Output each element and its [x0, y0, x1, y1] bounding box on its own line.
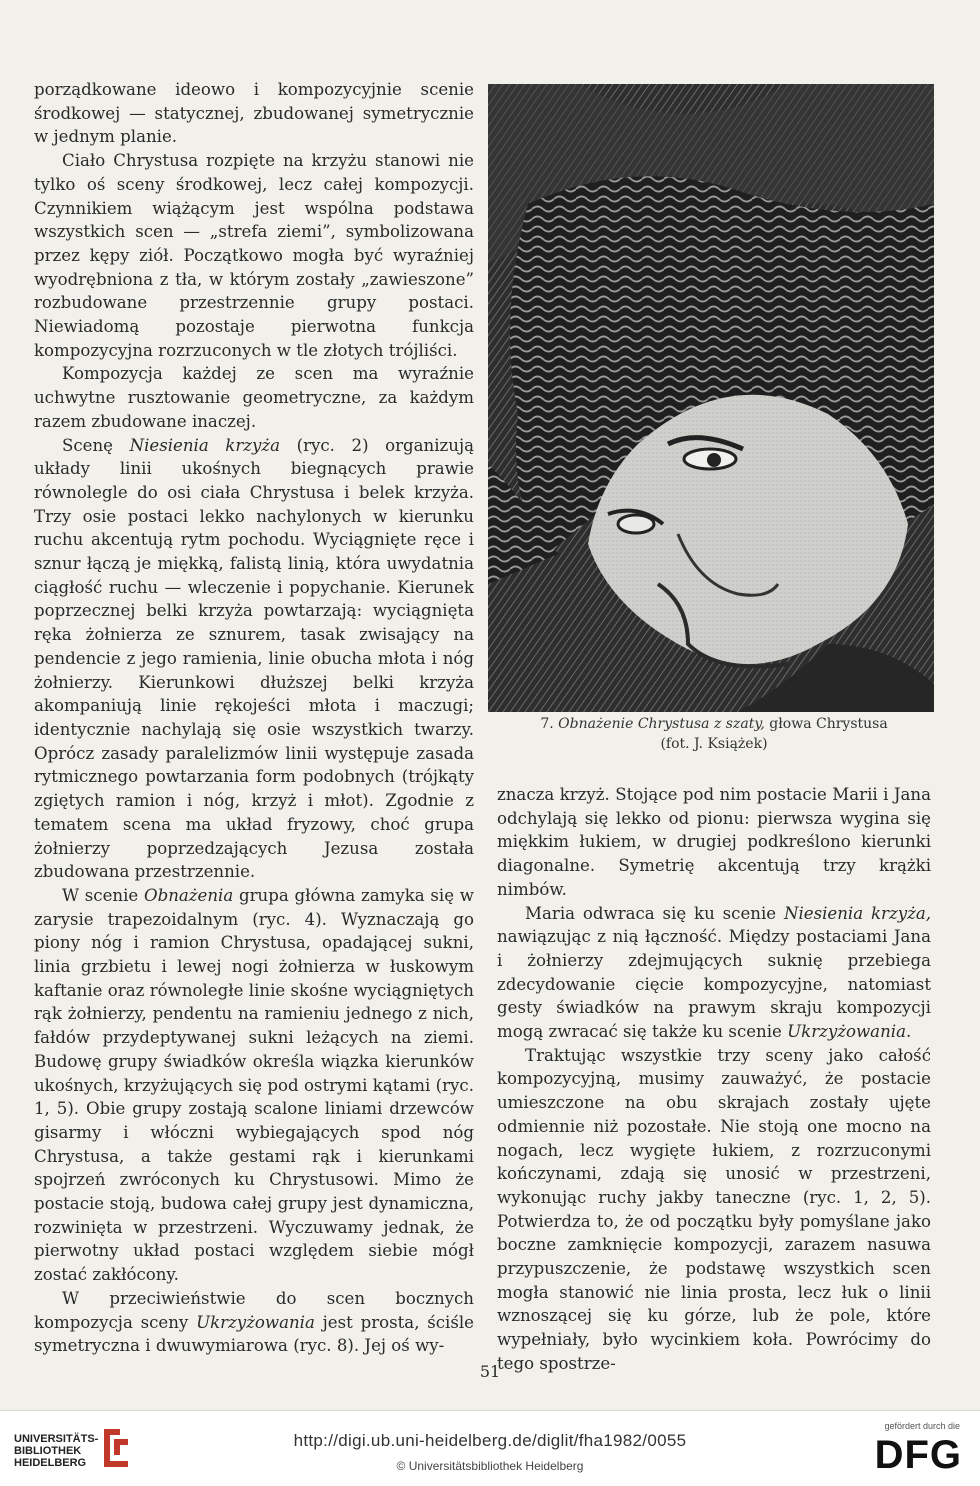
library-logo-text[interactable]: UNIVERSITÄTS- BIBLIOTHEK HEIDELBERG: [14, 1433, 99, 1469]
figure-photo-christ-head: [488, 84, 934, 712]
paragraph: znacza krzyż. Stojące pod nim postacie Marii i Jana odchylają się lekko od pionu: pierwsza wygina się miękkim łukiem, w drugiej podkreślono kierunki diagonalne. Symetrię akcentują trzy krążki nimbów.: [497, 785, 931, 899]
paragraph: Kompozycja każdej ze scen ma wyraźnie uchwytne rusztowanie geometryczne, za każdym razem zbudowane inaczej.: [34, 364, 474, 431]
photo-illustration: [488, 84, 934, 712]
paragraph: Scenę Niesienia krzyża (ryc. 2) organizują układy linii ukośnych biegnących prawie równolegle do osi ciała Chrystusa i belek krzyża. Trzy osie postaci lekko nachylonych w kierunku ruchu akcentują rytm pochodu. Wyciągnięte ręce i sznur łączą je miękką, falistą linią, która uwydatnia ciągłość ruchu — wleczenie i popychanie. Kierunek poprzecznej belki krzyża powtarzają: wyciągnięta ręka żołnierza ze sznurem, tasak zwisający na pendencie z jego ramienia, linie obucha młota i nóg żołnierzy. Kierunkowi dłuższej belki krzyża akompaniują linie rękojeści młota i maczugi; identycznie nachylają się osie wszystkich twarzy. Oprócz zasady paralelizmów linii występuje zasada rytmicznego powtarzania form podobnych (trójkąty zgiętych ramion i nóg, krzyż i młot). Zgodnie z tematem scena ma układ fryzowy, choć grupa żołnierzy poprzedzających Jezusa została zbudowana przestrzennie.: [34, 435, 475, 882]
caption-title: 7. Obnażenie Chrystusa z szaty, głowa Chrystusa: [540, 716, 888, 732]
paragraph: W scenie Obnażenia grupa główna zamyka się w zarysie trapezoidalnym (ryc. 4). Wyznaczają go piony nóg i ramion Chrystusa, opadającej sukni, linia grzbietu i lewej nogi żołnierza w łuskowym kaftanie oraz równoległe linie skośne wyciągniętych rąk żołnierzy, pendentu na ramieniu jednego z nich, fałdów przydeptywanej sukni leżących na ziemi. Budowę grupy świadków określa wiązka kierunków ukośnych, krzyżujących się pod ostrymi kątami (ryc. 1, 5). Obie grupy zostają scalone liniami drzewców gisarmy i włóczni wybiegających spod nóg Chrystusa, a także gestami rąk i kierunkami spojrzeń zwróconych ku Chrystusowi. Mimo że postacie stoją, budowa całej grupy jest dynamiczna, rozwinięta w przestrzeni. Wyczuwamy jednak, że pierwotny układ postaci względem siebie mógł zostać zakłócony.: [34, 885, 474, 1285]
paragraph: Ciało Chrystusa rozpięte na krzyżu stanowi nie tylko oś sceny środkowej, lecz całej kompozycji. Czynnikiem wiążącym jest wspólna podstawa wszystkich scen — „strefa ziemi”, symbolizowana przez kępy ziół. Początkowo mogła być wyraźniej wyodrębniona z tła, w którym zostały „zawieszone” rozbudowane przestrzennie grupy postaci. Niewiadomą pozostaje pierwotna funkcja kompozycyjna rozrzuconych w tle złotych trójliści.: [34, 151, 474, 360]
paragraph: Maria odwraca się ku scenie Niesienia krzyża, nawiązując z nią łączność. Między postaciami Jana i żołnierzy zdejmujących suknię przebiega zdecydowanie cięcie kompozycyjne, natomiast gesty świadków na prawym skraju kompozycji mogą zwracać się także ku scenie Ukrzyżowania.: [497, 903, 931, 1042]
right-text-column: [497, 783, 931, 1376]
dfg-logo[interactable]: DFG: [874, 1433, 962, 1477]
left-text-column: [34, 78, 474, 1358]
figure-caption: [497, 714, 931, 754]
funded-by-label: gefördert durch die: [884, 1421, 960, 1431]
caption-credit: (fot. J. Książek): [660, 736, 768, 752]
paragraph: porządkowane ideowo i kompozycyjnie scenie środkowej — statycznej, zbudowanej symetrycznie w jednym planie.: [34, 80, 474, 147]
page-number: 51: [479, 1362, 501, 1381]
copyright-text: © Universitätsbibliothek Heidelberg: [396, 1459, 584, 1473]
footer-bar: [0, 1410, 980, 1486]
paragraph: Traktując wszystkie trzy sceny jako całość kompozycyjną, musimy zauważyć, że postacie umieszczone na obu skrajach zostały ujęte odmiennie niż pozostałe. Nie stoją one mocno na nogach, lecz wygięte łukiem, z rozrzuconymi kończynami, zdają się unosić w przestrzeni, wykonując ruchy jakby taneczne (ryc. 1, 2, 5). Potwierdza to, że od początku były pomyślane jako boczne zamknięcie kompozycji, zarazem nasuwa przypuszczenie, że podstawę wszystkich scen mogła stanowić nie linia prosta, lecz łuk o linii wznoszącej się ku górze, lub że pole, które wypełniały, było wycinkiem koła. Powrócimy do tego spostrze-: [497, 1045, 931, 1373]
document-url-link[interactable]: http://digi.ub.uni-heidelberg.de/diglit/fha1982/0055: [293, 1431, 687, 1450]
paragraph: W przeciwieństwie do scen bocznych kompozycja sceny Ukrzyżowania jest prosta, ściśle symetryczna i dwuwymiarowa (ryc. 8). Jej oś wy-: [34, 1288, 474, 1356]
